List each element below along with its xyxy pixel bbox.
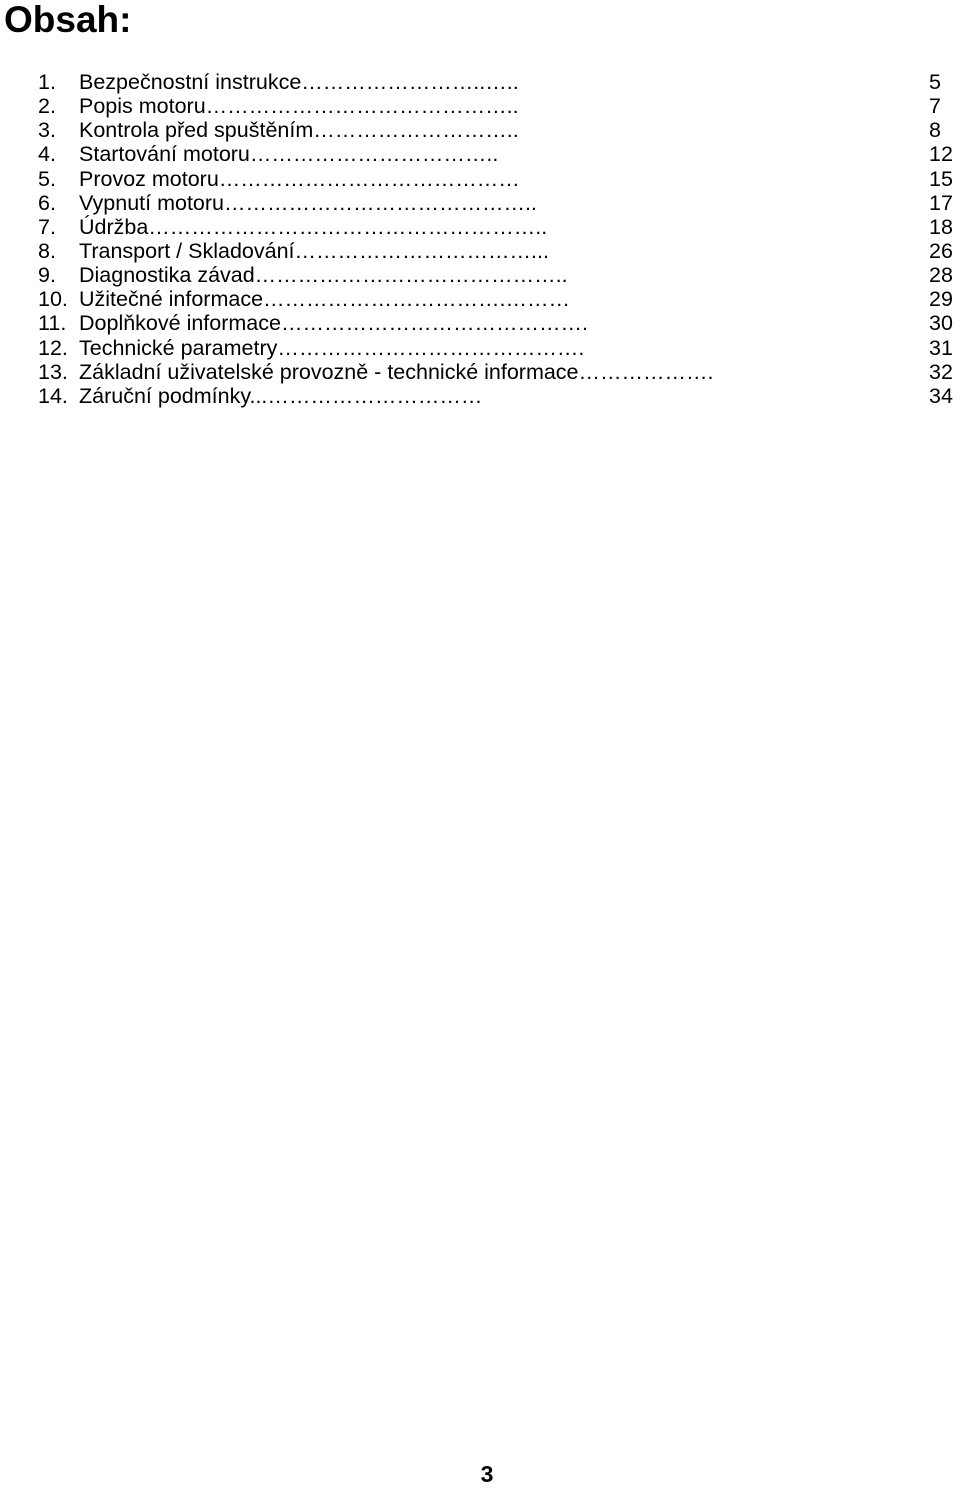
toc-entry-number: 12. — [38, 335, 68, 360]
toc-entry — [38, 70, 958, 94]
toc-entry-number: 14. — [38, 383, 68, 408]
toc-entry — [38, 287, 958, 311]
toc-entry-title: Vypnutí motoru…………………………………….. — [79, 190, 537, 215]
toc-entry-number: 9. — [38, 263, 56, 288]
toc-entry-page: 8 — [929, 118, 941, 143]
toc-entry-title: Doplňkové informace……………………………………. — [79, 311, 588, 336]
toc-entry-title: Provoz motoru…………………………………… — [79, 166, 520, 191]
toc-entry — [38, 118, 958, 142]
toc-entry-title: Kontrola před spuštěním……………………….. — [79, 118, 519, 143]
toc-entry-number: 4. — [38, 142, 56, 167]
toc-entry — [38, 336, 958, 360]
toc-entry — [38, 142, 958, 166]
toc-entry-page: 28 — [929, 263, 953, 288]
toc-entry-number: 11. — [38, 311, 67, 336]
toc-entry-title: Popis motoru…………………………………….. — [79, 94, 519, 119]
toc-entry-number: 5. — [38, 166, 56, 191]
toc-entry-number: 2. — [38, 94, 56, 119]
toc-entry-page: 15 — [929, 166, 953, 191]
toc-entry-page: 5 — [929, 70, 941, 94]
toc-entry-page: 32 — [929, 359, 953, 384]
toc-entry — [38, 94, 958, 118]
toc-entry-number: 13. — [38, 359, 68, 384]
toc-entry-title: Startování motoru…………………………….. — [79, 142, 499, 167]
toc-entry — [38, 167, 958, 191]
toc-entry-page: 26 — [929, 238, 953, 263]
toc-entry-title: Transport / Skladování……………………………... — [79, 238, 549, 263]
toc-entry-title: Záruční podmínky...………………………… — [79, 383, 483, 408]
toc-entry-page: 29 — [929, 287, 953, 312]
toc-entry — [38, 263, 958, 287]
toc-entry — [38, 191, 958, 215]
toc-entry-page: 12 — [929, 142, 953, 167]
toc-entry-number: 8. — [38, 238, 56, 263]
toc-entry-number: 3. — [38, 118, 56, 143]
toc-entry-page: 7 — [929, 94, 941, 119]
toc-entry-page: 17 — [929, 190, 953, 215]
page-title: Obsah: — [4, 0, 132, 40]
toc-entry-title: Diagnostika závad…………………………………….. — [79, 263, 568, 288]
table-of-contents — [38, 70, 958, 408]
toc-entry-number: 10. — [38, 287, 68, 312]
toc-entry — [38, 215, 958, 239]
toc-entry-title: Základní uživatelské provozně - technické informace………………. — [79, 359, 714, 384]
toc-entry — [38, 239, 958, 263]
toc-entry-page: 34 — [929, 383, 953, 408]
toc-entry-title: Technické parametry……………………………………. — [79, 335, 585, 360]
toc-entry-number: 7. — [38, 214, 56, 239]
toc-entry-page: 31 — [929, 335, 953, 360]
toc-entry-number: 6. — [38, 190, 56, 215]
toc-entry-title: Užitečné informace…………………………….……… — [79, 287, 570, 312]
toc-entry — [38, 384, 958, 408]
toc-entry-page: 30 — [929, 311, 953, 336]
toc-entry — [38, 311, 958, 335]
toc-entry — [38, 360, 958, 384]
page-number: 3 — [480, 1461, 494, 1487]
toc-entry-page: 18 — [929, 214, 953, 239]
toc-entry-number: 1. — [38, 70, 56, 94]
toc-entry-title: Bezpečnostní instrukce……………………..….. — [79, 70, 519, 94]
toc-entry-title: Údržba……………………………………………….. — [79, 214, 548, 239]
